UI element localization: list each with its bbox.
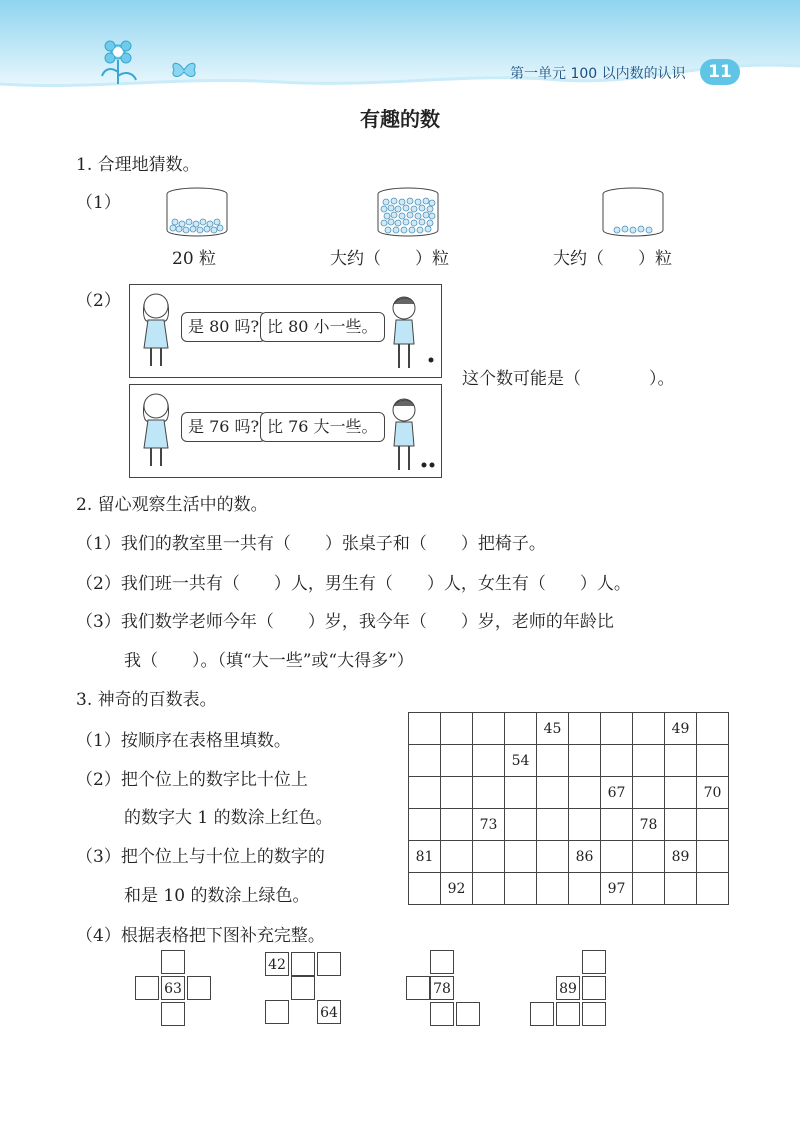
q3-item-4: （4）根据表格把下图补充完整。 (76, 926, 325, 946)
q2-heading: 2. 留心观察生活中的数。 (76, 495, 268, 515)
q2-item-1: （1）我们的教室里一共有（ ）张桌子和（ ）把椅子。 (76, 534, 546, 554)
puzzle-fragment-78 (406, 950, 486, 1027)
table-cell (409, 745, 441, 777)
speech-bubble-answer-1: 比 80 小一些。 (260, 312, 385, 342)
table-cell: 73 (473, 809, 505, 841)
table-cell: 45 (537, 713, 569, 745)
table-cell (601, 841, 633, 873)
speech-bubble-question-2: 是 76 吗? (181, 412, 266, 442)
puzzle-cell-89: 89 (556, 976, 580, 1000)
panel-1-dot-icon (427, 356, 435, 364)
table-cell: 70 (697, 777, 729, 809)
table-cell (665, 777, 697, 809)
q1-conclusion: 这个数可能是（ ）。 (462, 369, 675, 389)
table-row (409, 841, 729, 873)
table-cell (473, 777, 505, 809)
unit-title: 第一单元 100 以内数的认识 (510, 66, 686, 82)
table-cell (409, 873, 441, 905)
table-cell (537, 809, 569, 841)
jar-20-icon (165, 186, 229, 238)
table-cell (665, 745, 697, 777)
table-cell (569, 777, 601, 809)
boy-icon (384, 294, 424, 374)
butterfly-icon (170, 60, 198, 80)
table-cell (697, 873, 729, 905)
q1-heading: 1. 合理地猜数。 (76, 155, 200, 175)
table-cell (537, 841, 569, 873)
jar-full-icon (376, 186, 440, 238)
table-cell (633, 745, 665, 777)
table-cell (697, 841, 729, 873)
flower-decoration-icon (96, 36, 156, 88)
q3-heading: 3. 神奇的百数表。 (76, 690, 217, 710)
q2-item-3: （3）我们数学老师今年（ ）岁，我今年（ ）岁，老师的年龄比 (76, 612, 614, 632)
table-cell: 86 (569, 841, 601, 873)
table-cell (409, 777, 441, 809)
table-cell (697, 745, 729, 777)
table-cell (569, 809, 601, 841)
puzzle-cell-63: 63 (161, 976, 185, 1000)
table-cell (409, 713, 441, 745)
table-cell: 78 (633, 809, 665, 841)
q1-part1-label: （1） (76, 193, 121, 213)
q2-item-2: （2）我们班一共有（ ）人，男生有（ ）人，女生有（ ）人。 (76, 574, 631, 594)
table-cell (441, 713, 473, 745)
q3-item-3-cont: 和是 10 的数涂上绿色。 (124, 886, 310, 906)
table-row (409, 713, 729, 745)
table-row (409, 873, 729, 905)
q3-item-2-cont: 的数字大 1 的数涂上红色。 (124, 808, 333, 828)
table-cell (473, 713, 505, 745)
table-cell (537, 745, 569, 777)
table-cell: 67 (601, 777, 633, 809)
table-cell (441, 841, 473, 873)
table-cell (537, 873, 569, 905)
jar-few-icon (601, 186, 665, 238)
jar-caption-2: 大约（ ）粒 (330, 249, 449, 269)
table-cell (569, 713, 601, 745)
table-cell (537, 777, 569, 809)
table-cell (505, 841, 537, 873)
table-row (409, 745, 729, 777)
q2-item-3-cont: 我（ ）。（填“大一些”或“大得多”） (124, 651, 414, 671)
boy-icon (384, 396, 424, 476)
table-cell: 54 (505, 745, 537, 777)
q3-item-1: （1）按顺序在表格里填数。 (76, 731, 291, 751)
table-row (409, 777, 729, 809)
puzzle-cell-64: 64 (317, 1000, 341, 1024)
puzzle-cell-42: 42 (265, 952, 289, 976)
puzzle-fragment-42-64 (265, 952, 345, 1027)
jar-caption-1: 20 粒 (172, 249, 217, 269)
table-cell (505, 873, 537, 905)
table-cell (601, 809, 633, 841)
table-cell (601, 713, 633, 745)
hundred-table (408, 712, 729, 905)
speech-bubble-question-1: 是 80 吗? (181, 312, 266, 342)
table-cell (569, 873, 601, 905)
q3-item-3: （3）把个位上与十位上的数字的 (76, 847, 325, 867)
table-cell (665, 873, 697, 905)
table-cell (441, 809, 473, 841)
table-cell (633, 777, 665, 809)
table-cell (633, 713, 665, 745)
q3-item-2: （2）把个位上的数字比十位上 (76, 770, 308, 790)
table-cell (633, 841, 665, 873)
table-cell (569, 745, 601, 777)
table-cell (441, 777, 473, 809)
puzzle-fragment-89 (530, 950, 610, 1027)
table-cell (633, 873, 665, 905)
table-cell (505, 713, 537, 745)
table-cell: 92 (441, 873, 473, 905)
table-cell (473, 745, 505, 777)
table-cell (665, 809, 697, 841)
girl-icon (136, 390, 176, 472)
panel-2-dots-icon (420, 461, 436, 469)
table-cell (505, 809, 537, 841)
table-row (409, 809, 729, 841)
table-cell (473, 873, 505, 905)
table-cell (697, 809, 729, 841)
table-cell (409, 809, 441, 841)
table-cell: 89 (665, 841, 697, 873)
jar-caption-3: 大约（ ）粒 (553, 249, 672, 269)
page-title: 有趣的数 (360, 107, 440, 131)
table-cell: 81 (409, 841, 441, 873)
table-cell: 49 (665, 713, 697, 745)
puzzle-cell-78: 78 (430, 976, 454, 1000)
table-cell (505, 777, 537, 809)
girl-icon (136, 290, 176, 372)
table-cell (441, 745, 473, 777)
table-cell (601, 745, 633, 777)
page-number-badge: 11 (700, 59, 740, 85)
puzzle-fragment-63 (135, 950, 215, 1027)
table-cell (473, 841, 505, 873)
q1-part2-label: （2） (76, 291, 121, 311)
table-cell: 97 (601, 873, 633, 905)
speech-bubble-answer-2: 比 76 大一些。 (260, 412, 385, 442)
table-cell (697, 713, 729, 745)
